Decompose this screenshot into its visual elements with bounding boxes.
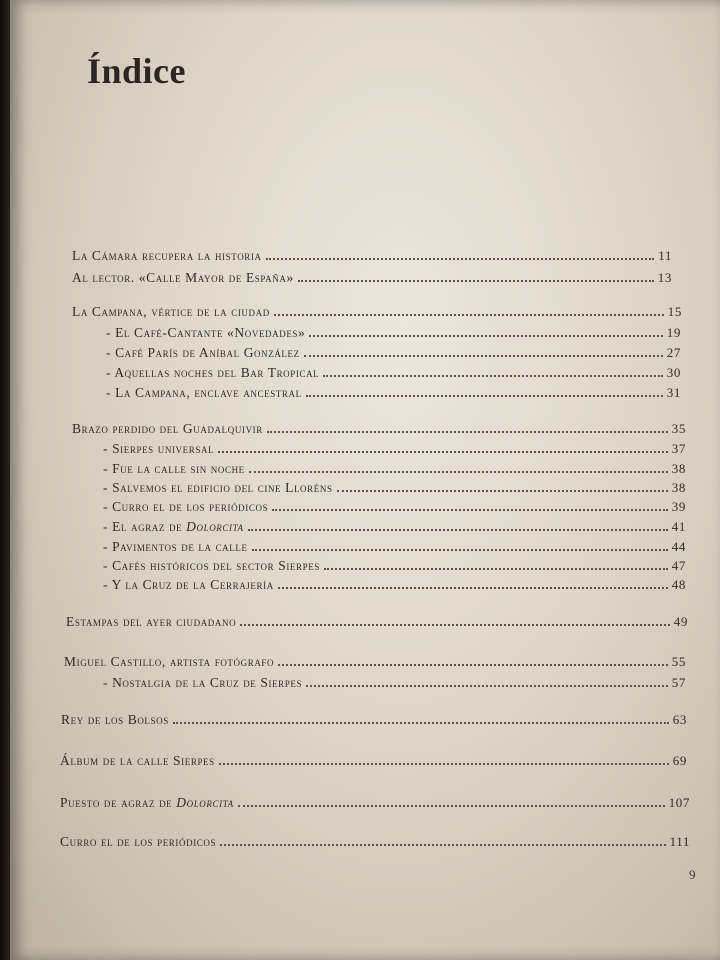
toc-entry-page: 30 — [666, 365, 681, 380]
toc-entry-page: 15 — [667, 304, 682, 319]
leader-dots — [219, 763, 669, 765]
leader-dots — [304, 355, 663, 357]
toc-subentry — [103, 437, 686, 457]
page-title: Índice — [87, 51, 187, 91]
toc-entry-page: 38 — [671, 480, 686, 495]
toc-entry-page: 48 — [671, 577, 686, 592]
toc-entry-label — [60, 795, 234, 811]
toc-subentry — [106, 381, 681, 401]
leader-dots — [252, 549, 668, 551]
leader-dots — [218, 451, 668, 453]
toc-entry-page: 55 — [671, 654, 686, 669]
toc-entry-page: 63 — [672, 712, 687, 727]
toc-entry — [60, 749, 687, 769]
toc-entry-label: - La Campana, enclave ancestral — [106, 385, 302, 400]
toc-subentry — [106, 361, 681, 381]
leader-dots — [249, 471, 668, 473]
toc-entry-label: - Sierpes universal — [103, 441, 215, 456]
toc-entry-page: 47 — [671, 558, 686, 573]
toc-entry-label: - Cafés históricos del sector Sierpes — [103, 558, 320, 573]
toc-entry — [72, 417, 686, 437]
toc-entry-label: - Fue la calle sin noche — [103, 461, 245, 476]
toc-entry-label: - Salvemos el edificio del cine Lloréns — [103, 480, 333, 495]
toc-subentry — [103, 495, 686, 515]
toc-entry-label: La Campana, vértice de la ciudad — [72, 304, 270, 319]
toc-entry-label: - Curro el de los periódicos — [103, 499, 269, 514]
leader-dots — [278, 587, 668, 589]
toc-entry-label: - El Café-Cantante «Novedades» — [106, 325, 306, 340]
leader-dots — [306, 685, 668, 687]
toc-entry-page: 13 — [657, 270, 672, 285]
toc-entry — [72, 300, 682, 320]
leader-dots — [298, 280, 654, 282]
toc-entry-label: - Café París de Aníbal González — [106, 345, 300, 360]
toc-entry-page: 37 — [671, 441, 686, 456]
leader-dots — [337, 490, 668, 492]
leader-dots — [272, 509, 668, 511]
toc-entry-label — [103, 519, 244, 535]
toc-entry — [60, 791, 690, 811]
toc-subentry — [103, 535, 686, 555]
book-page — [10, 0, 720, 960]
toc-entry-label: Al lector. «Calle Mayor de España» — [72, 270, 294, 285]
leader-dots — [324, 568, 668, 570]
toc-entry-label: - Nostalgia de la Cruz de Sierpes — [103, 675, 303, 690]
leader-dots — [306, 395, 663, 397]
toc-entry-label: - Aquellas noches del Bar Tropical — [106, 365, 320, 380]
toc-entry-page: 41 — [671, 519, 686, 534]
toc-subentry — [103, 457, 686, 477]
toc-entry-label-italic: Dolorcita — [186, 519, 244, 534]
toc-entry — [61, 708, 687, 728]
toc-entry-label: La Cámara recupera la historia — [72, 248, 262, 263]
toc-entry — [72, 266, 672, 286]
toc-entry-page: 27 — [666, 345, 681, 360]
toc-entry-label: Rey de los Bolsos — [61, 712, 169, 727]
leader-dots — [248, 529, 668, 531]
toc-subentry — [106, 321, 681, 341]
toc-entry-label: Brazo perdido del Guadalquivir — [72, 421, 263, 436]
toc-subentry — [103, 515, 686, 535]
page-number: 9 — [689, 867, 696, 882]
toc-entry-page: 35 — [671, 421, 686, 436]
toc-entry-label-italic: Dolorcita — [176, 795, 234, 810]
toc-entry-label: Miguel Castillo, artista fotógrafo — [64, 654, 275, 669]
toc-entry-page: 11 — [658, 248, 672, 263]
leader-dots — [267, 431, 668, 433]
leader-dots — [220, 844, 666, 846]
toc-subentry — [103, 476, 686, 496]
toc-entry-label-text: Puesto de agraz de — [60, 795, 177, 810]
toc-entry-page: 19 — [666, 325, 681, 340]
leader-dots — [274, 314, 664, 316]
toc-subentry — [106, 341, 681, 361]
toc-entry — [66, 610, 688, 630]
toc-entry — [60, 830, 690, 850]
toc-entry-page: 31 — [666, 385, 681, 400]
toc-entry-label: - Pavimentos de la calle — [103, 539, 248, 554]
toc-entry-page: 49 — [673, 614, 688, 629]
toc-entry-page: 111 — [669, 834, 690, 849]
toc-entry-label: - Y la Cruz de la Cerrajería — [103, 577, 274, 592]
leader-dots — [323, 375, 663, 377]
leader-dots — [266, 258, 655, 260]
toc-entry-page: 44 — [671, 539, 686, 554]
leader-dots — [309, 335, 662, 337]
toc-entry-label: Estampas del ayer ciudadano — [66, 614, 237, 629]
toc-subentry — [103, 671, 686, 691]
toc-entry-page: 69 — [672, 753, 687, 768]
toc-entry-page: 39 — [671, 499, 686, 514]
toc-entry-page: 107 — [668, 795, 690, 810]
leader-dots — [278, 664, 668, 666]
toc-entry-page: 57 — [671, 675, 686, 690]
leader-dots — [240, 624, 670, 626]
toc-entry-label: Curro el de los periódicos — [60, 834, 217, 849]
toc-entry-label: Álbum de la calle Sierpes — [60, 753, 215, 768]
leader-dots — [238, 805, 665, 807]
toc-entry — [72, 244, 672, 264]
toc-entry — [64, 650, 686, 670]
book-spine — [0, 0, 10, 960]
toc-subentry — [103, 573, 686, 593]
leader-dots — [173, 722, 669, 724]
toc-entry-label-text: - El agraz de — [103, 519, 187, 534]
toc-entry-page: 38 — [671, 461, 686, 476]
toc-subentry — [103, 554, 686, 574]
